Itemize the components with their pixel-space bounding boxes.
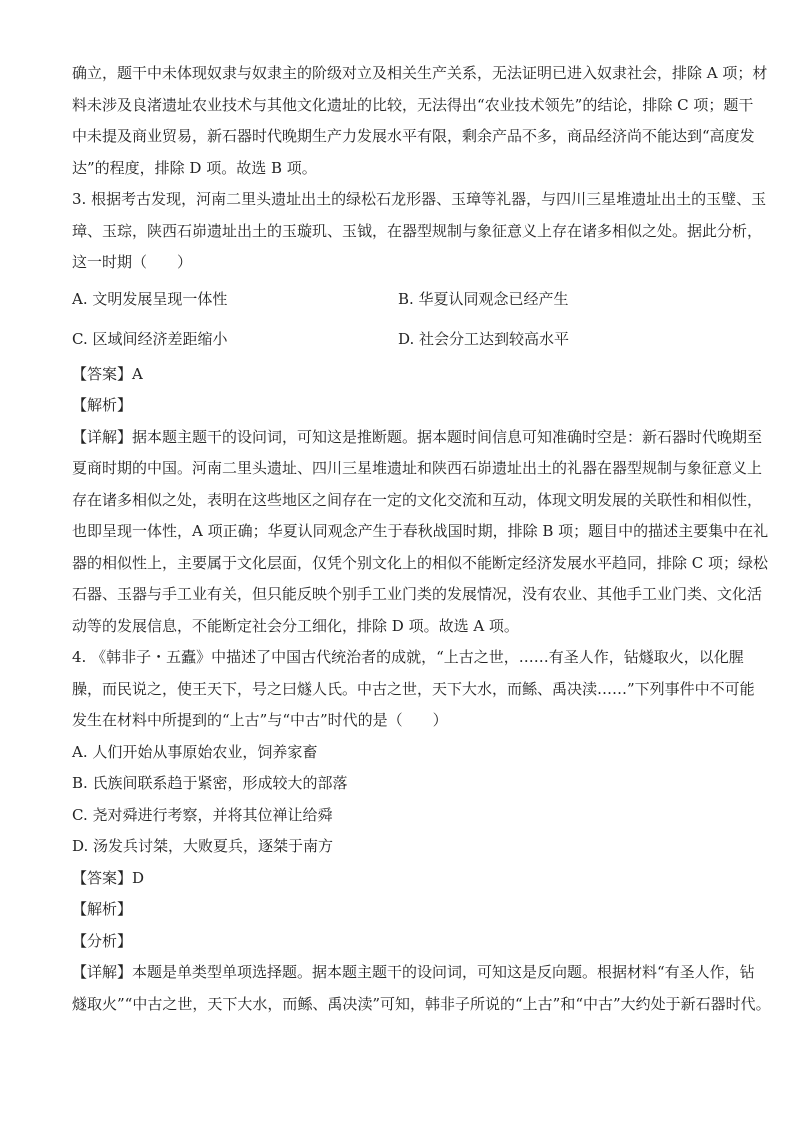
detail-line: 石器、玉器与手工业有关，但只能反映个别手工业门类的发展情况，没有农业、其他手工业门类、文化活 (72, 585, 763, 603)
question-3 (72, 184, 769, 642)
option-c: C. 区域间经济差距缩小 (72, 329, 228, 348)
question-stem-line: 璋、玉琮，陕西石峁遗址出土的玉璇玑、玉钺，在器型规制与象征意义上存在诸多相似之处。据此分析， (72, 221, 763, 240)
detail-line: 也即呈现一体性，A 项正确；华夏认同观念产生于春秋战国时期，排除 B 项；题目中的描述主要集中在礼 (72, 522, 769, 540)
question-stem-line: 4. 《韩非子・五蠹》中描述了中国古代统治者的成就，“上古之世，……有圣人作，钻燧取火，以化腥 (72, 648, 744, 666)
detail-line: 动等的发展信息，不能断定社会分工细化，排除 D 项。故选 A 项。 (72, 616, 519, 635)
analysis-label: 【解析】 (72, 396, 133, 414)
question-stem-line: 发生在材料中所提到的“上古”与“中古”时代的是（ ） (72, 711, 448, 729)
document-page (72, 58, 771, 1020)
text-line: 达”的程度，排除 D 项。故选 B 项。 (72, 158, 317, 177)
detail-line: 器的相似性上，主要属于文化层面，仅凭个别文化上的相似不能断定经济发展水平趋同，排除 C 项；绿松 (72, 553, 769, 572)
question-4 (72, 642, 771, 1020)
analysis-sub-label: 【分析】 (72, 931, 133, 950)
text-line: 确立，题干中未体现奴隶与奴隶主的阶级对立及相关生产关系，无法证明已进入奴隶社会，排除 A 项；材 (72, 64, 768, 82)
answer-label: 【答案】D (72, 868, 145, 887)
text-line: 料未涉及良渚遗址农业技术与其他文化遗址的比较，无法得出“农业技术领先”的结论，排除 C 项；题干 (72, 95, 754, 114)
text-line: 中未提及商业贸易，新石器时代晚期生产力发展水平有限，剩余产品不多，商品经济尚不能达到“高度发 (72, 127, 755, 145)
options-row (72, 319, 724, 359)
detail-line: 存在诸多相似之处，表明在这些地区之间存在一定的文化交流和互动，体现文明发展的关联性和相似性， (72, 490, 763, 509)
answer-label: 【答案】A (72, 364, 143, 383)
options-row (72, 279, 724, 319)
option-d: D. 汤发兵讨桀，大败夏兵，逐桀于南方 (72, 837, 334, 855)
option-c: C. 尧对舜进行考察，并将其位禅让给舜 (72, 805, 333, 824)
analysis-label: 【解析】 (72, 900, 133, 918)
option-a: A. 文明发展呈现一体性 (72, 289, 228, 308)
option-b: B. 氏族间联系趋于紧密，形成较大的部落 (72, 774, 348, 792)
previous-question-explanation (72, 58, 768, 184)
option-d: D. 社会分工达到较高水平 (398, 329, 570, 348)
detail-line: 【详解】本题是单类型单项选择题。据本题主题干的设问词，可知这是反向题。根据材料“有圣人作，钻 (72, 963, 755, 981)
option-b: B. 华夏认同观念已经产生 (398, 289, 569, 308)
detail-line: 【详解】据本题主题干的设问词，可知这是推断题。据本题时间信息可知准确时空是：新石器时代晚期至 (72, 427, 763, 446)
detail-line: 燧取火”“中古之世，天下大水，而鲧、禹决渎”可知，韩非子所说的“上古”和“中古”大约处于新石器时代。 (72, 994, 771, 1013)
question-stem-line: 3. 根据考古发现，河南二里头遗址出土的绿松石龙形器、玉璋等礼器，与四川三星堆遗址出土的玉璧、玉 (72, 190, 767, 208)
option-a: A. 人们开始从事原始农业，饲养家畜 (72, 742, 318, 761)
question-stem-line: 臊，而民说之，使王天下，号之曰燧人氏。中古之世，天下大水，而鲧、禹决渎……”下列事件中不可能 (72, 679, 755, 698)
detail-line: 夏商时期的中国。河南二里头遗址、四川三星堆遗址和陕西石峁遗址出土的礼器在器型规制与象征意义上 (72, 459, 763, 477)
question-stem-line: 这一时期（ ） (72, 253, 193, 271)
